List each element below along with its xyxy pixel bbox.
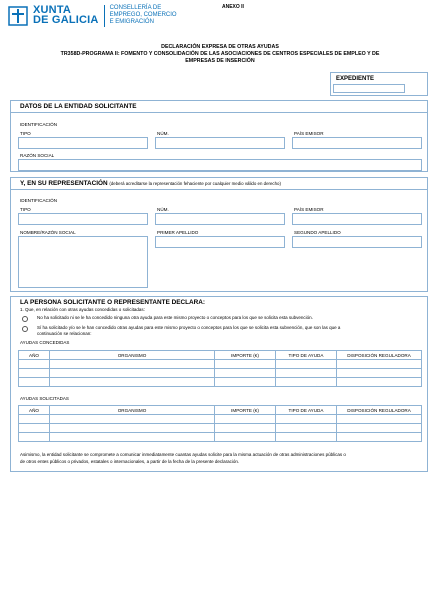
xunta-cross-icon [7,5,29,27]
rep-apellido1-field[interactable] [155,236,285,248]
expediente-label: EXPEDIENTE [336,76,375,82]
rep-nombre-label: NOMBRE/RAZÓN SOCIAL [20,230,76,235]
entidad-tipo-label: TIPO [20,131,31,136]
doc-title: DECLARACIÓN EXPRESA DE OTRAS AYUDAS [161,44,279,50]
logo-line1: XUNTA [33,4,72,16]
rep-num-field[interactable] [155,213,285,225]
rep-tipo-field[interactable] [18,213,148,225]
representacion-divider [10,189,428,190]
expediente-field[interactable] [333,84,405,93]
rep-apellido2-label: SEGUNDO APELLIDO [294,230,341,235]
table-row[interactable] [19,433,422,442]
doc-subtitle-2: EMPRESAS DE INSERCIÓN [185,58,255,64]
table-row[interactable] [19,378,422,387]
entidad-num-field[interactable] [155,137,285,149]
table-row[interactable] [19,360,422,369]
entidad-razon-field[interactable] [18,159,422,171]
col-header: AÑO [19,351,50,360]
entidad-identificacion: IDENTIFICACIÓN [20,122,58,127]
declara-final-1: Asimismo, la entidad solicitante se compromete a comunicar inmediatamente cuantas ayudas solicite para la misma actuación de otras administraciones públicas o [20,452,346,457]
table-row[interactable] [19,415,422,424]
logo-line2: DE GALICIA [33,14,99,26]
rep-apellido2-field[interactable] [292,236,422,248]
concedidas-label: AYUDAS CONCEDIDAS [20,340,70,345]
concedidas-table [18,350,422,387]
rep-nombre-field[interactable] [18,236,148,288]
logo-divider [104,5,105,27]
rep-tipo-label: TIPO [20,207,31,212]
solicitadas-label: AYUDAS SOLICITADAS [20,396,69,401]
col-header: DISPOSICIÓN REGULADORA [337,351,422,360]
table-header-row [19,406,422,415]
entidad-pais-label: PAÍS EMISOR [294,131,324,136]
col-header: AÑO [19,406,50,415]
entidad-title: DATOS DE LA ENTIDAD SOLICITANTE [20,103,137,110]
representacion-title-text: Y, EN SU REPRESENTACIÓN [20,180,108,187]
col-header: IMPORTE (€) [215,351,276,360]
option-si-text: Sí ha solicitado y/o se le han concedido otras ayudas para este mismo proyecto o conceptos para los que se solicita esta subvención, que son las que a [37,325,341,330]
logo-cons1: CONSELLERÍA DE [109,5,162,11]
rep-apellido1-label: PRIMER APELLIDO [157,230,199,235]
table-header-row [19,351,422,360]
table-row[interactable] [19,369,422,378]
col-header: TIPO DE AYUDA [276,351,337,360]
col-header: ORGANISMO [50,351,215,360]
table-row[interactable] [19,424,422,433]
xunta-logo [7,5,177,31]
rep-identificacion: IDENTIFICACIÓN [20,198,58,203]
declara-item1: 1. Que, en relación con otras ayudas concedidas o solicitadas: [20,307,145,312]
option-si-radio[interactable] [22,326,28,332]
representacion-title [20,180,281,187]
rep-pais-label: PAÍS EMISOR [294,207,324,212]
col-header: IMPORTE (€) [215,406,276,415]
doc-subtitle: TR358D-PROGRAMA II: FOMENTO Y CONSOLIDACIÓN DE LAS ASOCIACIONES DE CENTROS ESPECIALES DE EMPLEO Y DE [60,51,380,57]
solicitadas-table [18,405,422,442]
entidad-razon-label: RAZÓN SOCIAL [20,153,55,158]
option-si-text-2: continuación se relacionan: [37,331,92,336]
rep-num-label: NÚM. [157,207,169,212]
entidad-num-label: NÚM. [157,131,169,136]
col-header: ORGANISMO [50,406,215,415]
entidad-tipo-field[interactable] [18,137,148,149]
col-header: TIPO DE AYUDA [276,406,337,415]
rep-pais-field[interactable] [292,213,422,225]
option-no-text: No ha solicitado ni se le ha concedido ninguna otra ayuda para este mismo proyecto o conceptos para los que se solicita esta subvención. [37,315,313,320]
option-no-radio[interactable] [22,316,28,322]
col-header: DISPOSICIÓN REGULADORA [337,406,422,415]
anexo-label: ANEXO II [222,4,244,10]
logo-cons2: EMPREGO, COMERCIO [109,12,177,18]
declara-title: LA PERSONA SOLICITANTE O REPRESENTANTE DECLARA: [20,299,205,306]
logo-cons3: E EMIGRACIÓN [109,19,154,25]
entidad-divider [10,112,428,113]
representacion-subtitle: (deberá acreditarse la representación fehaciente por cualquier medio válido en derecho) [109,181,281,186]
declara-final-2: de otros entes públicos o privados, estatales o internacionales, a partir de la fecha de la presente declaración. [20,459,240,464]
entidad-pais-field[interactable] [292,137,422,149]
